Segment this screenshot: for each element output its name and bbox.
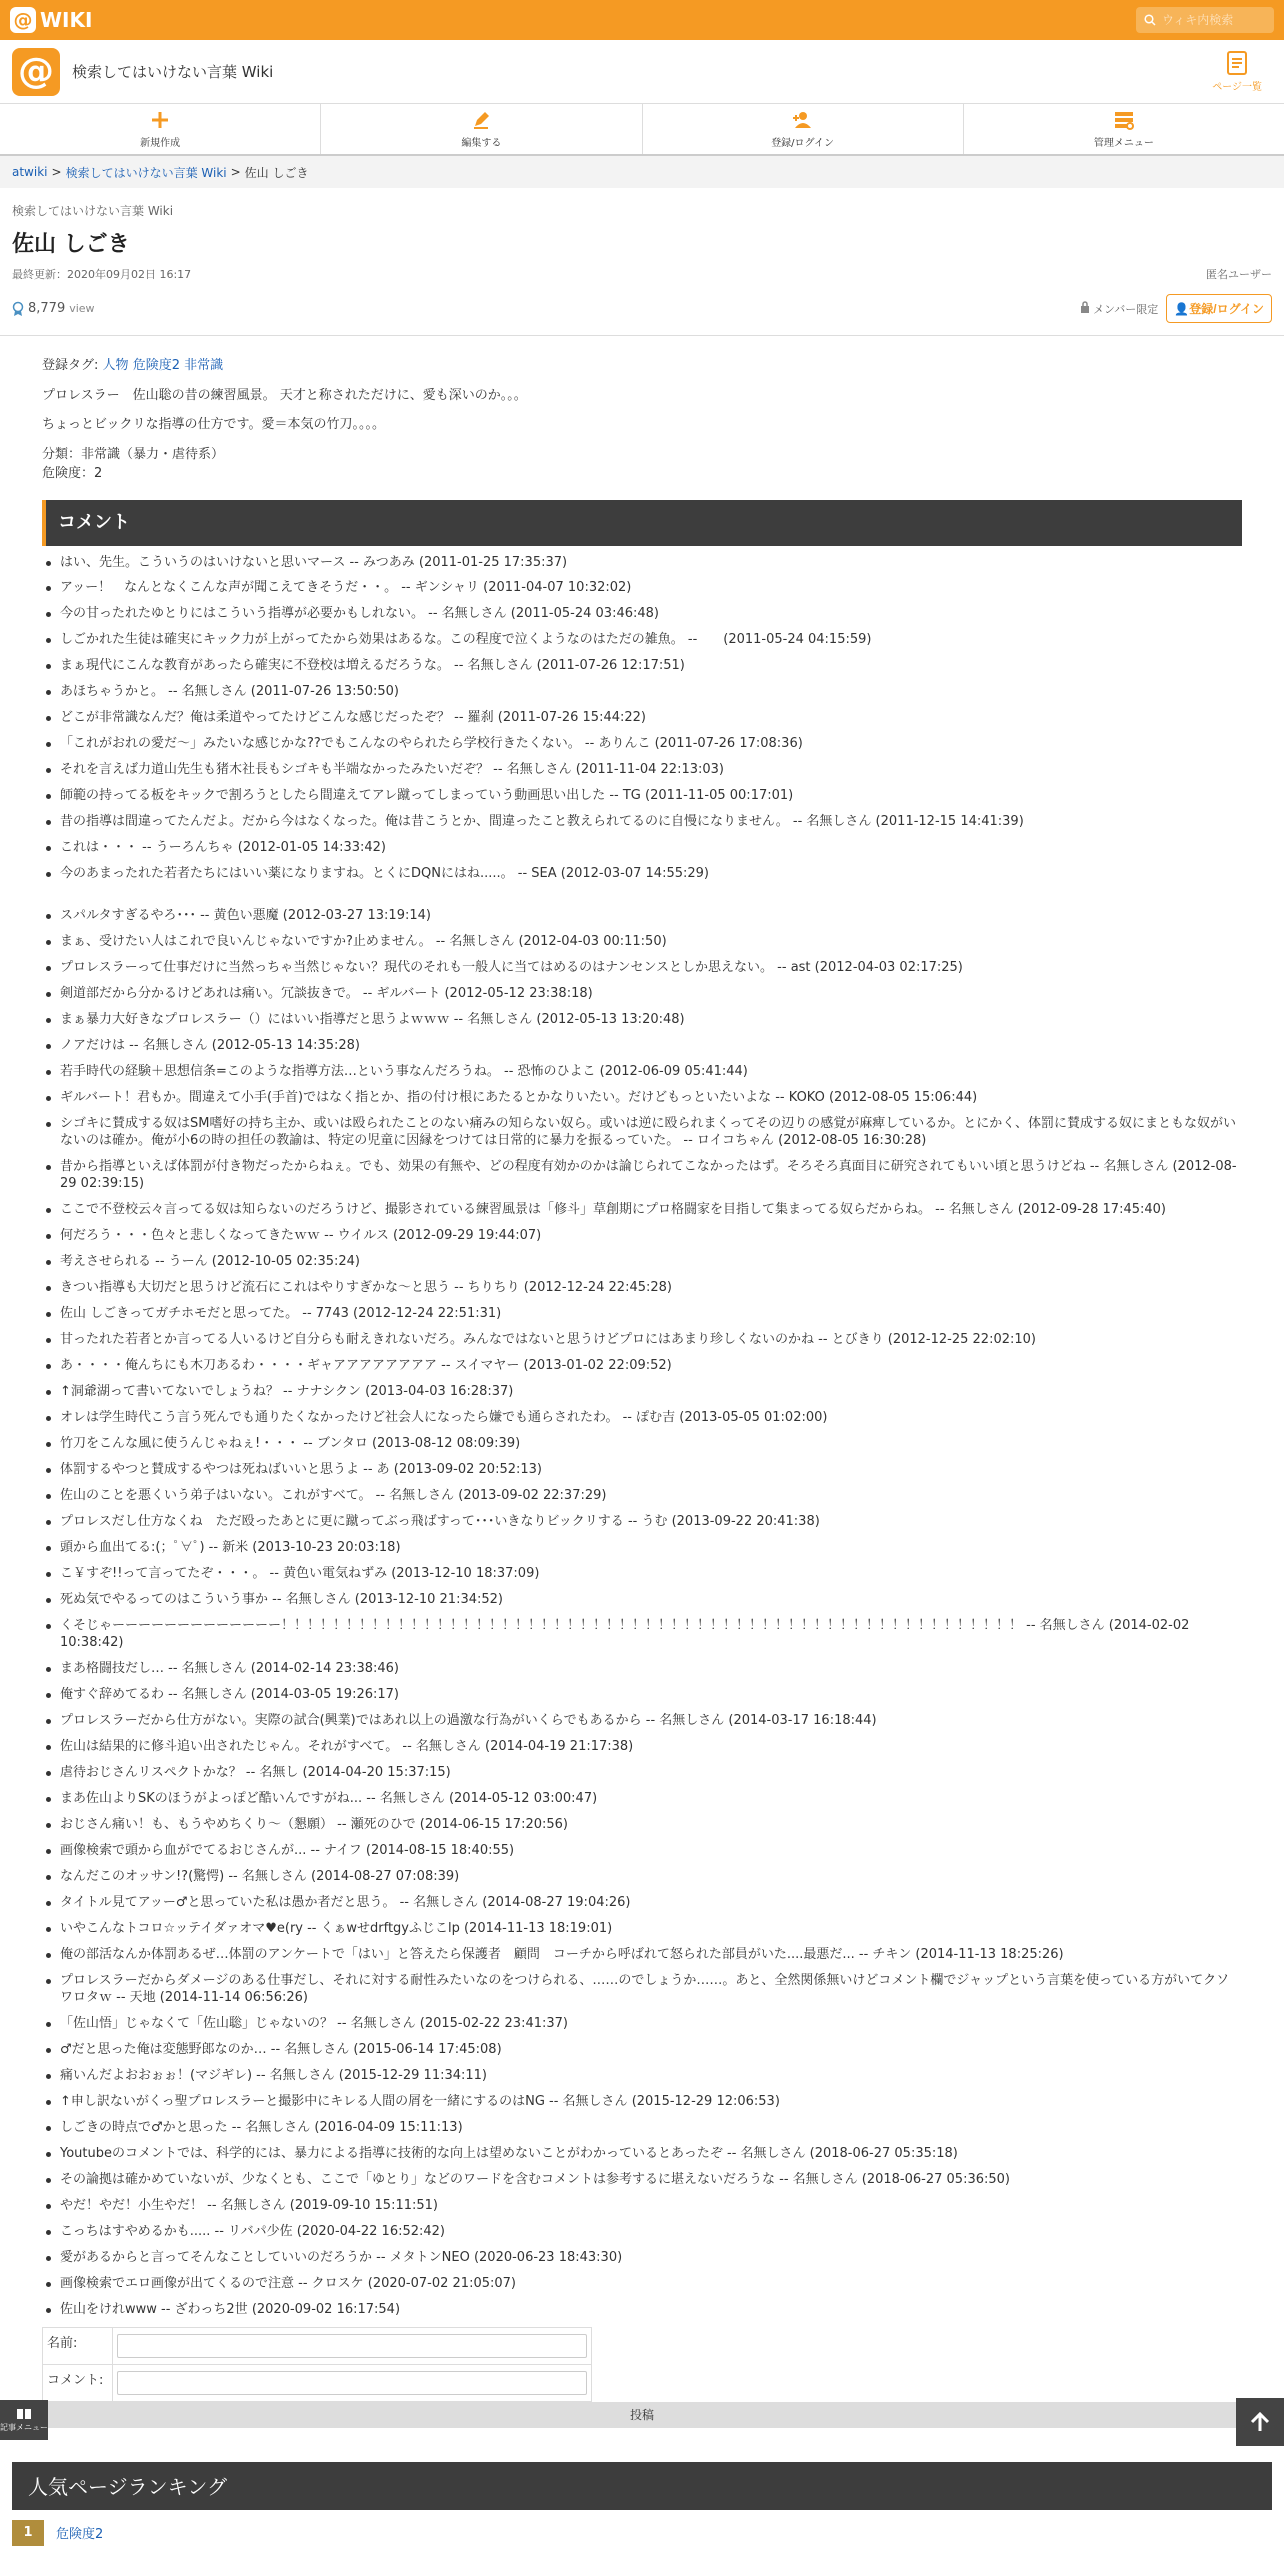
- comment-item: オレは学生時代こう言う死んでも通りたくなかったけど社会人になったら嫌でも通らされたわ。 -- ぽむ吉 (2013-05-05 01:02:00): [42, 1409, 1242, 1426]
- at-logo-icon: @: [10, 7, 36, 33]
- comment-item: まぁ現代にこんな教育があったら確実に不登校は増えるだろうな。 -- 名無しさん (2011-07-26 12:17:51): [42, 657, 1242, 674]
- page-list-label: ページ一覧: [1212, 82, 1262, 93]
- comment-item: くそじゃーーーーーーーーーーーーー！！！！！！！！！！！！！！！！！！！！！！！！！！！！！！！！！！！！！！！！！！！！！！！！！！！！！！！！！ -- 名無しさん (2014-02-02 10:38:42): [42, 1617, 1242, 1652]
- menu-new-page[interactable]: [0, 104, 321, 154]
- main-content: [0, 336, 1284, 2428]
- comment-item: 痛いんだよおおぉぉ！(マジギレ) -- 名無しさん (2015-12-29 11:34:11): [42, 2067, 1242, 2084]
- comment-item: 俺すぐ辞めてるわ -- 名無しさん (2014-03-05 19:26:17): [42, 1686, 1242, 1703]
- site-name[interactable]: 検索してはいけない言葉 Wiki: [72, 63, 274, 81]
- comment-item: プロレスラーだからダメージのある仕事だし、それに対する耐性みたいなのをつけられる、……のでしょうか……。あと、全然関係無いけどコメント欄でジャップという言葉を使っている方がいてクソワロタｗ -- 天地 (2014-11-14 06:56:26): [42, 1972, 1242, 2007]
- comments-heading: コメント: [42, 500, 1242, 546]
- comment-item: 昔の指導は間違ってたんだよ。だから今はなくなった。俺は昔こうとか、間違ったこと教えられてるのに自慢になりません。 -- 名無しさん (2011-12-15 14:41:39): [42, 813, 1242, 830]
- settings-icon: [1113, 110, 1135, 130]
- comment-item: 「佐山悟」じゃなくて「佐山聡」じゃないの？ -- 名無しさん (2015-02-22 23:41:37): [42, 2015, 1242, 2032]
- comment-item: 若手時代の経験＋思想信条=このような指導方法…という事なんだろうね。 -- 恐怖のひよこ (2012-06-09 05:41:44): [42, 1063, 1242, 1080]
- comment-item: あ・・・・俺んちにも木刀あるわ・・・・ギャアアアアアアアア -- スイマヤー (2013-01-02 22:09:52): [42, 1357, 1242, 1374]
- comment-item: しごきの時点で♂かと思った -- 名無しさん (2016-04-09 15:11:13): [42, 2119, 1242, 2136]
- ranking-heading: 人気ページランキング: [12, 2462, 1272, 2510]
- comment-item: 師範の持ってる板をキックで割ろうとしたら間違えてアレ蹴ってしまっていう動画思い出した -- TG (2011-11-05 00:17:01): [42, 787, 1242, 804]
- comment-item: 今のあまったれた若者たちにはいい薬になりますね。とくにDQNにはね.....。 -- SEA (2012-03-07 14:55:29): [42, 865, 1242, 882]
- article-menu-button[interactable]: [0, 2400, 48, 2440]
- comment-item: スパルタすぎるやろ･･･ -- 黄色い悪魔 (2012-03-27 13:19:14): [42, 907, 1242, 924]
- intro-paragraph: プロレスラー 佐山聡の昔の練習風景。 天才と称されただけに、愛も深いのか。。。: [42, 387, 527, 403]
- atwiki-logo[interactable]: [10, 7, 92, 33]
- comment-item: 竹刀をこんな風に使うんじゃねぇ!・・・ -- ブンタロ (2013-08-12 08:09:39): [42, 1435, 1242, 1452]
- comment-item: ここで不登校云々言ってる奴は知らないのだろうけど、撮影されている練習風景は「修斗」草創期にプロ格闘家を目指して集まってる奴らだからね。 -- 名無しさん (2012-09-28 17:45:40): [42, 1201, 1242, 1218]
- menu-register-login[interactable]: [643, 104, 964, 154]
- comment-item: はい、先生。こういうのはいけないと思いマース -- みつあみ (2011-01-25 17:35:37): [42, 554, 1242, 571]
- menu-label: 編集する: [461, 137, 502, 149]
- site-header: [0, 40, 1284, 104]
- breadcrumb-sep: >: [51, 165, 62, 179]
- comment-item: やだ！やだ！小生やだ！ -- 名無しさん (2019-09-10 15:11:51): [42, 2197, 1242, 2214]
- author-name: 匿名ユーザー: [1206, 268, 1272, 281]
- comment-item: まあ格闘技だし… -- 名無しさん (2014-02-14 23:38:46): [42, 1660, 1242, 1677]
- pencil-icon: [471, 110, 491, 130]
- comment-item: おじさん痛い！も、もうやめちくり～（懇願） -- 瀬死のひで (2014-06-15 17:20:56): [42, 1816, 1242, 1833]
- comment-item: タイトル見てアッー♂と思っていた私は愚か者だと思う。 -- 名無しさん (2014-08-27 19:04:26): [42, 1894, 1242, 1911]
- comment-label: コメント:: [43, 2364, 113, 2401]
- comment-item: まぁ、受けたい人はこれで良いんじゃないですか?止めません。 -- 名無しさん (2012-04-03 00:11:50): [42, 933, 1242, 950]
- breadcrumb: [0, 156, 1284, 188]
- comment-item: 佐山 しごきってガチホモだと思ってた。 -- 7743 (2012-12-24 22:51:31): [42, 1305, 1242, 1322]
- comment-item: シゴキに賛成する奴はSM嗜好の持ち主か、或いは殴られたことのない痛みの知らない奴ら。或いは逆に殴られまくってその辺りの感覚が麻痺しているか。とにかく、体罰に賛成する奴にまともな奴がいないのは確か。俺が小6の時の担任の教諭は、特定の児童に因縁をつけては日常的に暴力を振るっていた。 -- ロイコちゃん (2012-08-05 16:30:28): [42, 1115, 1242, 1150]
- comment-item: 虐待おじさんリスペクトかな？ -- 名無し (2014-04-20 15:37:15): [42, 1764, 1242, 1781]
- view-number: 8,779: [28, 301, 66, 316]
- comment-item: 剣道部だから分かるけどあれは痛い。冗談抜きで。 -- ギルバート (2012-05-12 23:38:18): [42, 985, 1242, 1002]
- comment-item: アッー！ なんとなくこんな声が聞こえてきそうだ・・。 -- ギンシャリ (2011-04-07 10:32:02): [42, 579, 1242, 596]
- comment-item: プロレスだし仕方なくね ただ殴ったあとに更に蹴ってぶっ飛ばすって･･･いきなりビックリする -- うむ (2013-09-22 20:41:38): [42, 1513, 1242, 1530]
- comment-item: ノアだけは -- 名無しさん (2012-05-13 14:35:28): [42, 1037, 1242, 1054]
- comment-input[interactable]: [117, 2371, 587, 2395]
- comment-item: なんだこのオッサン!?(驚愕) -- 名無しさん (2014-08-27 07:08:39): [42, 1868, 1242, 1885]
- submit-button[interactable]: 投稿: [42, 2402, 1242, 2428]
- scroll-top-button[interactable]: [1236, 2398, 1284, 2446]
- comment-item: こ￥すぞ!!って言ってたぞ・・・。 -- 黄色い電気ねずみ (2013-12-10 18:37:09): [42, 1565, 1242, 1582]
- member-limit: [1080, 301, 1159, 317]
- comment-list: [42, 907, 1242, 2318]
- comment-item: Youtubeのコメントでは、科学的には、暴力による指導に技術的な向上は望めないことがわかっているとあったぞ -- 名無しさん (2018-06-27 05:35:18): [42, 2145, 1242, 2162]
- rank-badge: 1: [12, 2520, 44, 2546]
- comment-item: プロレスラーって仕事だけに当然っちゃ当然じゃない？現代のそれも一般人に当てはめるのはナンセンスとしか思えない。 -- ast (2012-04-03 02:17:25): [42, 959, 1242, 976]
- page-title: 佐山 しごき: [12, 232, 130, 257]
- class-line: 分類：非常識（暴力・虐待系）: [42, 446, 225, 462]
- comment-item: しごかれた生徒は確実にキック力が上がってたから効果はあるな。この程度で泣くようなのはただの雑魚。 -- (2011-05-24 04:15:59): [42, 631, 1242, 648]
- comment-item: あほちゃうかと。 -- 名無しさん (2011-07-26 13:50:50): [42, 683, 1242, 700]
- plus-icon: [150, 110, 170, 130]
- search-box[interactable]: [1136, 7, 1274, 33]
- member-limit-label: メンバー限定: [1093, 302, 1159, 316]
- comment-item: 死ぬ気でやるってのはこういう事か -- 名無しさん (2013-12-10 21:34:52): [42, 1591, 1242, 1608]
- comment-item: プロレスラーだから仕方がない。実際の試合(興業)ではあれ以上の過激な行為がいくらでもあるから -- 名無しさん (2014-03-17 16:18:44): [42, 1712, 1242, 1729]
- comment-item: こっちはすやめるかも..... -- リバパ少佐 (2020-04-22 16:52:42): [42, 2223, 1242, 2240]
- medal-icon: [12, 301, 24, 317]
- comment-item: まあ佐山よりSKのほうがよっぽど酷いんですがね... -- 名無しさん (2014-05-12 03:00:47): [42, 1790, 1242, 1807]
- login-label: 登録/ログイン: [1189, 302, 1264, 316]
- page-header: [0, 188, 1284, 336]
- comment-item: 考えさせられる -- うーん (2012-10-05 02:35:24): [42, 1253, 1242, 1270]
- comment-item: 佐山をけれwww -- ざわっち2世 (2020-09-02 16:17:54): [42, 2301, 1242, 2318]
- menu-label: 登録/ログイン: [771, 137, 835, 149]
- brand-text: WIKI: [40, 8, 93, 32]
- comment-item: ↑洞爺湖って書いてないでしょうね？ -- ナナシクン (2013-04-03 16:28:37): [42, 1383, 1242, 1400]
- view-count: [12, 301, 95, 317]
- comment-item: これは・・・ -- うーろんちゃ (2012-01-05 14:33:42): [42, 839, 1242, 856]
- last-updated: 最終更新：2020年09月02日 16:17: [12, 268, 192, 281]
- comment-item: 今の甘ったれたゆとりにはこういう指導が必要かもしれない。 -- 名無しさん (2011-05-24 03:46:48): [42, 605, 1242, 622]
- comment-item: 俺の部活なんか体罰あるぜ…体罰のアンケートで「はい」と答えたら保護者 顧問 コーチから呼ばれて怒られた部員がいた....最悪だ... -- チキン (2014-11-13 18:25:26): [42, 1946, 1242, 1963]
- menu-label: 新規作成: [140, 137, 181, 149]
- menu-admin[interactable]: [964, 104, 1284, 154]
- lock-icon: [1080, 301, 1090, 313]
- comment-item: その論拠は確かめていないが、少なくとも、ここで「ゆとり」などのワードを含むコメントは参考するに堪えないだろうな -- 名無しさん (2018-06-27 05:36:50): [42, 2171, 1242, 2188]
- user-plus-icon: 👤: [1174, 302, 1190, 316]
- name-input[interactable]: [117, 2334, 587, 2358]
- comment-item: ギルバート！君もか。間違えて小手(手首)ではなく指とか、指の付け根にあたるとかなりいたい。だけどもっといたいよな -- KOKO (2012-08-05 15:06:44): [42, 1089, 1242, 1106]
- menu-label: 管理メニュー: [1093, 137, 1154, 149]
- breadcrumb-wiki[interactable]: 検索してはいけない言葉 Wiki: [65, 165, 227, 180]
- comment-item: ♂だと思った俺は変態野郎なのか… -- 名無しさん (2015-06-14 17:45:08): [42, 2041, 1242, 2058]
- comment-form: [42, 2327, 592, 2402]
- danger-line: 危険度：2: [42, 466, 103, 481]
- book-icon: [16, 2408, 32, 2420]
- comment-item: まぁ暴力大好きなプロレスラー（）にはいい指導だと思うよｗｗｗ -- 名無しさん (2012-05-13 13:20:48): [42, 1011, 1242, 1028]
- document-icon: [1226, 50, 1248, 76]
- comment-item: 画像検索で頭から血がでてるおじさんが... -- ナイフ (2014-08-15 18:40:55): [42, 1842, 1242, 1859]
- comment-item: 画像検索でエロ画像が出てくるので注意 -- クロスケ (2020-07-02 21:05:07): [42, 2275, 1242, 2292]
- page-list-button[interactable]: [1212, 50, 1272, 93]
- comment-item: 佐山は結果的に修斗追い出されたじゃん。それがすべて。 -- 名無しさん (2014-04-19 21:17:38): [42, 1738, 1242, 1755]
- comment-item: どこが非常識なんだ？俺は柔道やってたけどこんな感じだったぞ？ -- 羅刹 (2011-07-26 15:44:22): [42, 709, 1242, 726]
- comment-item: 頭から血出てる:(；ﾟ∀ﾟ) -- 新米 (2013-10-23 20:03:18): [42, 1539, 1242, 1556]
- ranking-link[interactable]: 危険度2: [56, 2527, 104, 2543]
- site-logo-icon[interactable]: @: [12, 48, 60, 96]
- search-icon: [1144, 14, 1156, 26]
- comment-item: 「これがおれの愛だ～」みたいな感じかな??でもこんなのやられたら学校行きたくない。 -- ありんこ (2011-07-26 17:08:36): [42, 735, 1242, 752]
- arrow-up-icon: [1249, 2411, 1271, 2433]
- comment-item: 佐山のことを悪くいう弟子はいない。これがすべて。 -- 名無しさん (2013-09-02 22:37:29): [42, 1487, 1242, 1504]
- breadcrumb-current: 佐山 しごき: [244, 165, 309, 180]
- tag-link[interactable]: 危険度2: [132, 358, 180, 373]
- ranking-item[interactable]: [12, 2520, 1272, 2546]
- article-menu-label: 記事メニュー: [0, 2422, 48, 2432]
- user-plus-icon: [791, 110, 815, 130]
- comment-item: 何だろう・・・色々と悲しくなってきたｗｗ -- ウイルス (2012-09-29 19:44:07): [42, 1227, 1242, 1244]
- comment-item: いやこんなトコロ☆ッテイダァオマ♥e(ry -- くぁwせdrftgyふじこlp (2014-11-13 18:19:01): [42, 1920, 1242, 1937]
- view-unit: view: [69, 302, 95, 315]
- tags-label: 登録タグ:: [42, 358, 99, 373]
- breadcrumb-sep: >: [230, 165, 241, 179]
- breadcrumb-home[interactable]: atwiki: [12, 165, 48, 179]
- comment-item: 甘ったれた若者とか言ってる人いるけど自分らも耐えきれないだろ。みんなではないと思うけどプロにはあまり珍しくないのかね -- とびきり (2012-12-25 22:02:10): [42, 1331, 1242, 1348]
- action-menu: [0, 104, 1284, 156]
- comment-item: 体罰するやつと賛成するやつは死ねばいいと思うよ -- あ (2013-09-02 20:52:13): [42, 1461, 1242, 1478]
- search-input[interactable]: [1162, 13, 1262, 27]
- tag-link[interactable]: 人物: [102, 358, 129, 373]
- login-button[interactable]: [1166, 294, 1272, 323]
- tag-link[interactable]: 非常識: [184, 358, 224, 373]
- intro-paragraph-2: ちょっとビックリな指導の仕方です。愛＝本気の竹刀。。。。: [42, 417, 385, 432]
- menu-edit[interactable]: [321, 104, 642, 154]
- comment-list: [42, 554, 1242, 883]
- name-label: 名前:: [43, 2327, 113, 2364]
- classification: [42, 445, 1242, 484]
- top-bar: [0, 0, 1284, 40]
- comment-item: ↑申し訳ないがくっ聖プロレスラーと撮影中にキレる人間の屑を一緒にするのはNG -- 名無しさん (2015-12-29 12:06:53): [42, 2093, 1242, 2110]
- comment-item: きつい指導も大切だと思うけど流石にこれはやりすぎかな～と思う -- ちりちり (2012-12-24 22:45:28): [42, 1279, 1242, 1296]
- comment-gap: [42, 891, 1242, 907]
- wiki-name: 検索してはいけない言葉 Wiki: [12, 204, 174, 218]
- comment-item: 昔から指導といえば体罰が付き物だったからねぇ。でも、効果の有無や、どの程度有効かのかは論じられてこなかったはず。そろそろ真面目に研究されてもいい頃と思うけどね -- 名無しさん (2012-08-29 02:39:15): [42, 1158, 1242, 1193]
- tag-line: [42, 356, 1242, 376]
- comment-item: 愛があるからと言ってそんなことしていいのだろうか -- メタトンNEO (2020-06-23 18:43:30): [42, 2249, 1242, 2266]
- comment-item: それを言えば力道山先生も猪木社長もシゴキも半端なかったみたいだぞ？ -- 名無しさん (2011-11-04 22:13:03): [42, 761, 1242, 778]
